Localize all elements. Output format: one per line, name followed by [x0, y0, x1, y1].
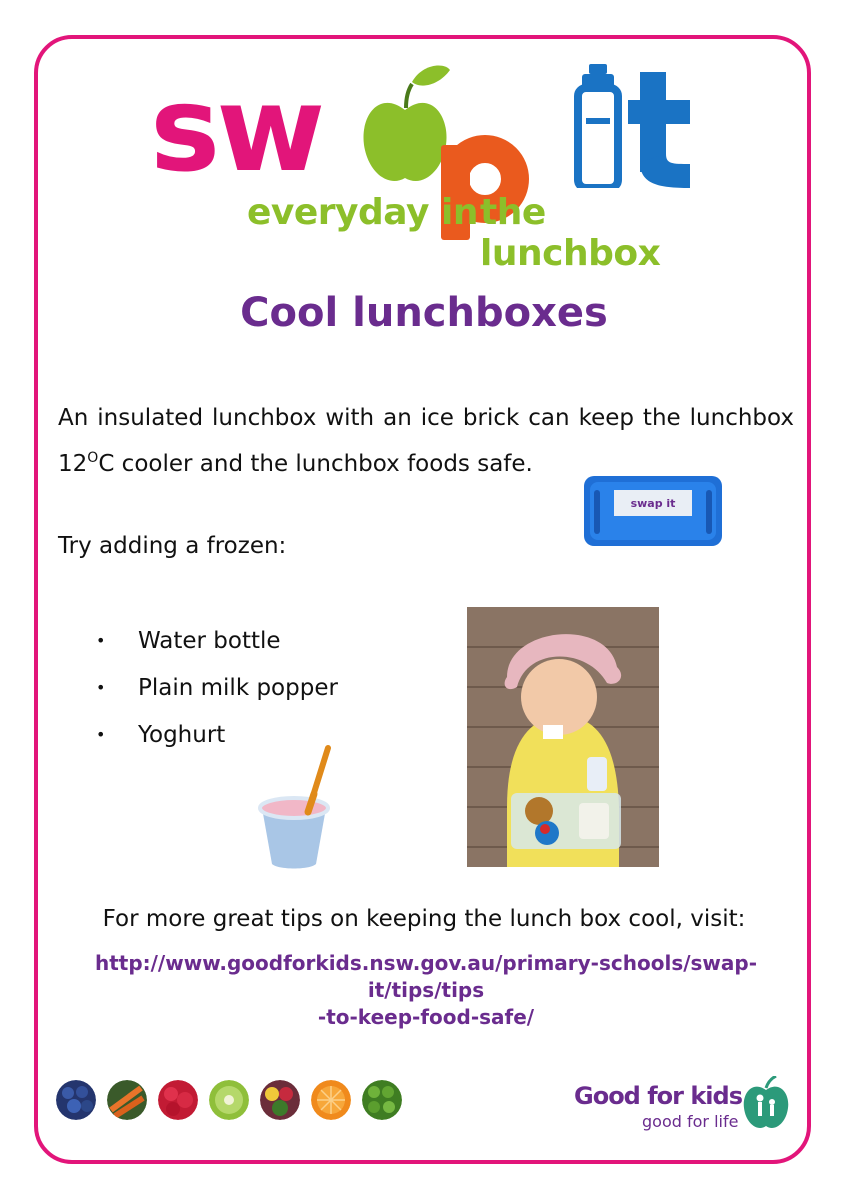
gfk-title: Good for kids	[574, 1082, 742, 1110]
tips-link-line2[interactable]: -to-keep-food-safe/	[317, 1005, 535, 1029]
try-adding-text: Try adding a frozen:	[58, 533, 287, 559]
kiwi-icon	[209, 1080, 249, 1120]
degree-symbol: O	[87, 450, 99, 466]
orange-icon	[311, 1080, 351, 1120]
tagline-left: everyday in	[247, 192, 478, 233]
yoghurt-cup-image	[250, 742, 340, 872]
gfk-subtitle: good for life	[642, 1112, 739, 1131]
tagline-right: the lunchbox	[480, 192, 661, 274]
carrots-icon	[107, 1080, 147, 1120]
swap-it-logo	[150, 60, 710, 274]
raspberries-icon	[158, 1080, 198, 1120]
ice-brick-label: swap it	[630, 497, 676, 510]
apple-icon	[360, 60, 450, 190]
list-item: • Yoghurt	[96, 716, 338, 763]
mixed-fruit-icon	[260, 1080, 300, 1120]
water-bottle-icon	[574, 64, 622, 188]
tips-link-line1[interactable]: http://www.goodforkids.nsw.gov.au/primary-schools/swap-it/tips/tips	[94, 951, 758, 1002]
child-lunchbox-photo	[467, 607, 659, 867]
ice-brick-image	[580, 470, 726, 550]
list-item: • Plain milk popper	[96, 669, 338, 716]
intro-text-after: C cooler and the lunchbox foods safe.	[98, 451, 533, 477]
tips-link[interactable]	[58, 950, 794, 1031]
apple-family-icon	[742, 1076, 790, 1130]
page-title: Cool lunchboxes	[240, 290, 608, 336]
peas-icon	[362, 1080, 402, 1120]
logo-letters-sw: sw	[150, 60, 322, 198]
more-tips-text: For more great tips on keeping the lunch box cool, visit:	[102, 906, 746, 932]
blueberries-icon	[56, 1080, 96, 1120]
list-item: • Water bottle	[96, 622, 338, 669]
intro-text-before: An insulated lunchbox with an ice brick can keep the lunchbox 12	[58, 405, 794, 477]
logo-letter-t	[628, 72, 698, 188]
